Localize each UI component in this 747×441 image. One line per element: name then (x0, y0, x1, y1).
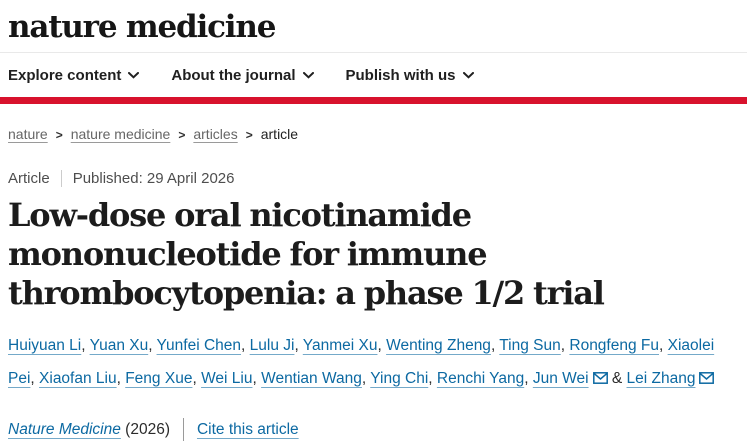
author-link-huiyuan-li[interactable]: Huiyuan Li (8, 337, 82, 354)
breadcrumb-separator: > (178, 128, 186, 142)
author-separator: , (490, 337, 500, 354)
chevron-down-icon (463, 72, 474, 79)
nav-item-label: About the journal (171, 67, 296, 84)
citation-year: (2026) (125, 420, 170, 438)
breadcrumb-item-nature[interactable]: nature (8, 126, 48, 142)
author-link-xiaofan-liu[interactable]: Xiaofan Liu (39, 370, 117, 387)
author-link-yunfei-chen[interactable]: Yunfei Chen (156, 337, 242, 354)
breadcrumb-separator: > (245, 128, 253, 142)
author-link-yanmei-xu[interactable]: Yanmei Xu (302, 337, 378, 354)
author-separator: , (294, 337, 303, 354)
author-separator: , (116, 370, 126, 387)
citation-text (8, 421, 170, 439)
journal-link[interactable]: Nature Medicine (8, 420, 121, 438)
author-separator: , (241, 337, 250, 354)
author-separator: , (30, 370, 40, 387)
author-link-yuan-xu[interactable]: Yuan Xu (89, 337, 149, 354)
nav-item-publish-with-us[interactable] (346, 67, 474, 84)
article-title: Low-dose oral nicotinamide mononucleotide for immune thrombocytopenia: a phase 1/2 trial (8, 196, 604, 312)
author-separator: , (81, 337, 90, 354)
author-link-wentian-wang[interactable]: Wentian Wang (261, 370, 362, 387)
citation-row (8, 418, 739, 441)
author-separator: , (361, 370, 371, 387)
author-link-wei-liu[interactable]: Wei Liu (201, 370, 253, 387)
brand-accent-bar (0, 97, 747, 104)
published-date: Published: 29 April 2026 (72, 170, 235, 187)
author-separator: , (377, 337, 387, 354)
author-separator: , (252, 370, 262, 387)
author-separator: , (659, 337, 668, 354)
chevron-down-icon (128, 72, 139, 79)
chevron-down-icon (303, 72, 314, 79)
author-link-renchi-yang[interactable]: Renchi Yang (436, 370, 525, 387)
author-link-lei-zhang[interactable]: Lei Zhang (626, 370, 696, 387)
author-link-ting-sun[interactable]: Ting Sun (499, 337, 561, 354)
breadcrumb-item-articles[interactable]: articles (193, 126, 238, 142)
breadcrumb (0, 104, 747, 142)
article-type-label: Article (8, 170, 50, 187)
envelope-icon[interactable] (699, 372, 714, 384)
author-separator: , (560, 337, 570, 354)
cite-this-article-link[interactable]: Cite this article (196, 420, 299, 438)
author-separator: , (524, 370, 533, 387)
breadcrumb-item-article: article (260, 126, 299, 142)
logo-row (0, 0, 747, 53)
author-separator-ampersand: & (607, 370, 627, 387)
author-link-wenting-zheng[interactable]: Wenting Zheng (386, 337, 491, 354)
nav-item-explore-content[interactable] (8, 67, 139, 84)
article-meta-row (8, 170, 739, 187)
journal-logo[interactable]: nature medicine (8, 9, 276, 45)
author-link-rongfeng-fu[interactable]: Rongfeng Fu (569, 337, 659, 354)
author-separator: , (428, 370, 437, 387)
meta-divider (61, 170, 62, 187)
author-link-feng-xue[interactable]: Feng Xue (125, 370, 193, 387)
breadcrumb-item-nature-medicine[interactable]: nature medicine (70, 126, 171, 142)
author-separator: , (192, 370, 202, 387)
author-separator: , (148, 337, 157, 354)
author-link-xiaolei-pei[interactable]: Xiaolei Pei (8, 337, 715, 387)
nav-item-label: Publish with us (345, 67, 456, 84)
author-link-lulu-ji[interactable]: Lulu Ji (249, 337, 295, 354)
citation-divider (183, 418, 184, 441)
author-link-ying-chi[interactable]: Ying Chi (370, 370, 429, 387)
article-header-section (0, 104, 747, 441)
primary-nav (0, 53, 747, 97)
nav-item-label: Explore content (8, 67, 122, 84)
site-header (0, 0, 747, 104)
author-link-jun-wei[interactable]: Jun Wei (532, 370, 589, 387)
author-list (8, 329, 739, 395)
envelope-icon[interactable] (593, 372, 608, 384)
nav-item-about-the-journal[interactable] (171, 67, 313, 84)
breadcrumb-separator: > (55, 128, 63, 142)
